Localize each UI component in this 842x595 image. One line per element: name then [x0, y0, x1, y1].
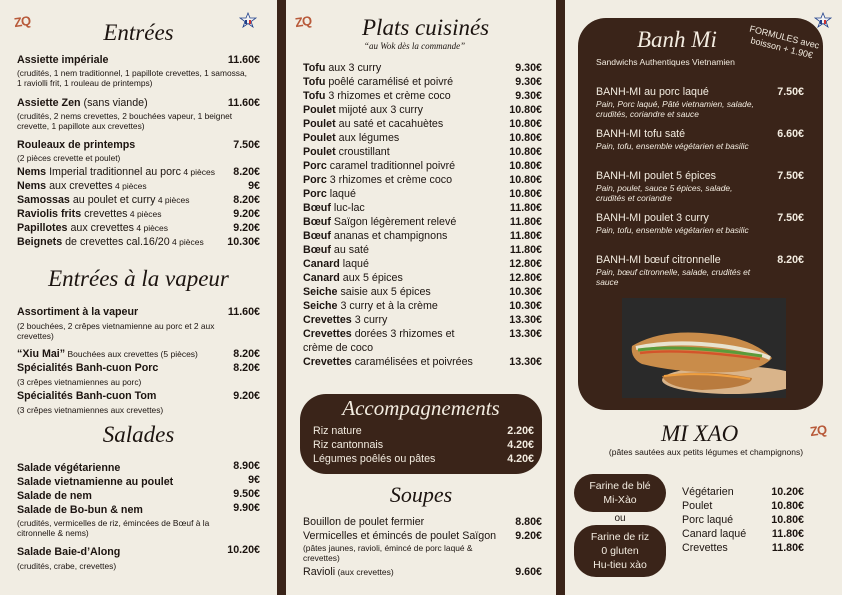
list-item: Porc laqué	[303, 188, 356, 200]
list-item: Nems aux crevettes 4 pièces	[17, 180, 147, 192]
price: 10.20€	[771, 486, 804, 498]
list-item: Poulet aux légumes	[303, 132, 400, 144]
price: 2.20€	[507, 425, 534, 437]
price: 8.20€	[233, 362, 260, 374]
price: 11.80€	[509, 202, 542, 214]
panel-plats	[286, 0, 556, 595]
list-item: Porc laqué	[682, 514, 734, 526]
price: 9.30€	[515, 76, 542, 88]
price: 11.80€	[771, 542, 804, 554]
soupes-title: Soupes	[389, 482, 453, 507]
price: 11.80€	[509, 216, 542, 228]
price: 9.20€	[233, 222, 260, 234]
option-rice-box	[574, 525, 666, 577]
list-item: Spécialités Banh-cuon Tom	[17, 390, 157, 402]
price: 10.80€	[509, 160, 542, 172]
price: 9€	[248, 474, 260, 486]
option-label: Hu-tieu xào	[593, 559, 647, 571]
price: 8.20€	[233, 166, 260, 178]
banhmi-title: Banh Mi	[637, 27, 717, 52]
list-item: Assortiment à la vapeur	[17, 306, 139, 318]
item-description: Pain, poulet, sauce 5 épices, salade, crudités et coriandre	[596, 183, 733, 204]
panel-entrees	[0, 0, 277, 595]
list-item: Assiette impériale	[17, 54, 109, 66]
plats-subtitle: “au Wok dès la commande”	[364, 41, 466, 51]
accompagnements-title: Accompagnements	[342, 396, 500, 420]
price: 6.60€	[777, 128, 804, 140]
formule-note: FORMULES avec boisson + 1.90€	[748, 23, 821, 61]
list-item: Tofu 3 rhizomes et crème coco	[303, 90, 451, 102]
banh-mi-sandwich-image	[622, 298, 786, 398]
mixao-subtitle: (pâtes sautées aux petits légumes et champignons)	[608, 447, 804, 457]
mixao-title: MI XAO	[661, 421, 739, 446]
list-item: Assiette Zen (sans viande)	[17, 97, 148, 109]
item-description: Pain, Porc laqué, Pâté vietnamien, salade, crudités, coriandre et sauce	[596, 99, 754, 120]
banhmi-box	[578, 18, 823, 410]
salades-title: Salades	[102, 422, 175, 447]
list-item: Bœuf au saté	[303, 244, 369, 256]
list-item: Papillotes aux crevettes 4 pièces	[17, 222, 169, 234]
price: 9.20€	[233, 390, 260, 402]
price: 11.60€	[227, 97, 260, 109]
price: 8.20€	[777, 254, 804, 266]
price: 9.90€	[233, 502, 260, 514]
item-description: (crudités, 1 nem traditionnel, 1 papillote crevettes, 1 samossa, 1 raviolli frit, 1 rouleau de printemps)	[17, 68, 247, 89]
list-item: Salade vietnamienne au poulet	[17, 476, 174, 488]
option-label: Farine de riz	[590, 531, 650, 543]
list-item: Bœuf ananas et champignons	[303, 230, 448, 242]
price: 9.30€	[515, 62, 542, 74]
price: 9.60€	[515, 566, 542, 578]
price: 12.80€	[509, 272, 542, 284]
price: 10.80€	[509, 118, 542, 130]
price: 13.30€	[509, 356, 542, 368]
option-wheat-box	[574, 474, 666, 512]
list-item: Riz nature	[313, 425, 362, 437]
list-item: Nems Imperial traditionnel au porc 4 pièces	[17, 166, 215, 178]
brand-logo: ZQ	[809, 421, 828, 440]
list-item: Canard aux 5 épices	[303, 272, 403, 284]
list-item: Raviolis frits crevettes 4 pièces	[17, 208, 162, 220]
price: 10.80€	[771, 514, 804, 526]
list-item: Seiche 3 curry et à la crème	[303, 300, 438, 312]
list-item: crème de coco	[303, 342, 374, 354]
price: 10.80€	[771, 500, 804, 512]
price: 10.80€	[509, 174, 542, 186]
item-description: (3 crêpes vietnamiennes aux crevettes)	[17, 405, 164, 415]
list-item: Végétarien	[682, 486, 734, 498]
price: 4.20€	[507, 453, 534, 465]
list-item: Vermicelles et émincés de poulet Saïgon	[303, 530, 497, 542]
item-description: (pâtes jaunes, ravioli, émincé de porc laqué & crevettes)	[303, 543, 473, 564]
price: 9.30€	[515, 90, 542, 102]
price: 7.50€	[777, 170, 804, 182]
item-description: Pain, tofu, ensemble végétarien et basilic	[596, 225, 749, 235]
item-description: (3 crêpes vietnamiennes au porc)	[17, 377, 142, 387]
list-item: Poulet croustillant	[303, 146, 390, 158]
list-item: Tofu aux 3 curry	[303, 62, 382, 74]
list-item: BANH-MI poulet 3 curry	[596, 212, 709, 224]
list-item: “Xiu Mai” Bouchées aux crevettes (5 pièces)	[17, 348, 198, 360]
price: 13.30€	[509, 328, 542, 340]
price: 7.50€	[777, 212, 804, 224]
price: 4.20€	[507, 439, 534, 451]
list-item: Seiche saisie aux 5 épices	[303, 286, 431, 298]
list-item: Légumes poêlés ou pâtes	[313, 453, 436, 465]
price: 10.80€	[509, 132, 542, 144]
plats-title: Plats cuisinés	[362, 15, 490, 40]
list-item: Salade végétarienne	[17, 462, 121, 474]
list-item: Beignets de crevettes cal.16/20 4 pièces	[17, 236, 204, 248]
list-item: Bœuf luc-lac	[303, 202, 365, 214]
list-item: Poulet au saté et cacahuètes	[303, 118, 444, 130]
list-item: Rouleaux de printemps	[17, 139, 136, 151]
price: 7.50€	[233, 139, 260, 151]
item-description: (2 bouchées, 2 crêpes vietnamienne au porc et 2 aux crevettes)	[17, 321, 215, 342]
list-item: Porc 3 rhizomes et crème coco	[303, 174, 453, 186]
price: 10.30€	[509, 286, 542, 298]
list-item: Porc caramel traditionnel poivré	[303, 160, 456, 172]
list-item: Poulet	[682, 500, 713, 512]
list-item: Crevettes dorées 3 rhizomes et	[303, 328, 455, 340]
price: 8.80€	[515, 516, 542, 528]
list-item: Salade Baie-d’Along	[17, 546, 121, 558]
list-item: BANH-MI poulet 5 épices	[596, 170, 716, 182]
list-item: Tofu poêlé caramélisé et poivré	[303, 76, 454, 88]
item-description: Pain, tofu, ensemble végétarien et basilic	[596, 141, 749, 151]
brand-logo: ZQ	[13, 12, 32, 31]
price: 9.20€	[233, 208, 260, 220]
item-description: (2 pièces crevette et poulet)	[17, 153, 121, 163]
option-label: 0 gluten	[601, 545, 639, 557]
or-label: ou	[614, 513, 626, 524]
price: 10.20€	[227, 544, 260, 556]
list-item: BANH-MI au porc laqué	[596, 86, 709, 98]
price: 7.50€	[777, 86, 804, 98]
price: 9.50€	[233, 488, 260, 500]
list-item: Salade de Bo-bun & nem	[17, 504, 143, 516]
price: 8.20€	[233, 348, 260, 360]
option-label: Farine de blé	[589, 480, 651, 492]
price: 10.80€	[509, 188, 542, 200]
panel-banhmi	[565, 0, 842, 595]
list-item: Canard laqué	[682, 528, 747, 540]
price: 11.80€	[509, 244, 542, 256]
brand-logo: ZQ	[294, 12, 313, 31]
price: 13.30€	[509, 314, 542, 326]
list-item: Crevettes	[682, 542, 728, 554]
list-item: Samossas au poulet et curry 4 pièces	[17, 194, 190, 206]
banhmi-subtitle: Sandwichs Authentiques Vietnamien	[596, 57, 735, 67]
price: 11.80€	[771, 528, 804, 540]
price: 9.20€	[515, 530, 542, 542]
list-item: Poulet mijoté aux 3 curry	[303, 104, 423, 116]
item-description: (crudités, vermicelles de riz, émincées de Bœuf à la citronnelle & nems)	[17, 518, 210, 539]
list-item: Bouillon de poulet fermier	[303, 516, 425, 528]
price: 8.20€	[233, 194, 260, 206]
price: 10.80€	[509, 104, 542, 116]
list-item: Bœuf Saïgon légèrement relevé	[303, 216, 457, 228]
list-item: Canard laqué	[303, 258, 369, 270]
price: 10.80€	[509, 146, 542, 158]
list-item: Riz cantonnais	[313, 439, 384, 451]
item-description: (crudités, crabe, crevettes)	[17, 561, 117, 571]
list-item: BANH-MI bœuf citronnelle	[596, 254, 721, 266]
price: 11.60€	[227, 306, 260, 318]
entrees-title: Entrées	[103, 20, 174, 45]
price: 8.90€	[233, 460, 260, 472]
accompagnements-box	[300, 394, 542, 474]
price: 11.60€	[227, 54, 260, 66]
price: 10.30€	[509, 300, 542, 312]
list-item: BANH-MI tofu saté	[596, 128, 686, 140]
price: 11.80€	[509, 230, 542, 242]
price: 10.30€	[227, 236, 260, 248]
price: 12.80€	[509, 258, 542, 270]
list-item: Spécialités Banh-cuon Porc	[17, 362, 159, 374]
list-item: Salade de nem	[17, 490, 92, 502]
flag-icon	[814, 12, 832, 28]
list-item: Crevettes caramélisées et poivrées	[303, 356, 473, 368]
item-description: Pain, bœuf citronnelle, salade, crudités et sauce	[596, 267, 751, 288]
list-item: Ravioli (aux crevettes)	[303, 566, 394, 578]
price: 9€	[248, 180, 260, 192]
list-item: Crevettes 3 curry	[303, 314, 388, 326]
item-description: (crudités, 2 nems crevettes, 2 bouchées vapeur, 1 beignet crevette, 1 papillote aux crevettes)	[17, 111, 233, 132]
option-label: Mi-Xào	[603, 494, 637, 506]
vapeur-title: Entrées à la vapeur	[48, 266, 229, 291]
